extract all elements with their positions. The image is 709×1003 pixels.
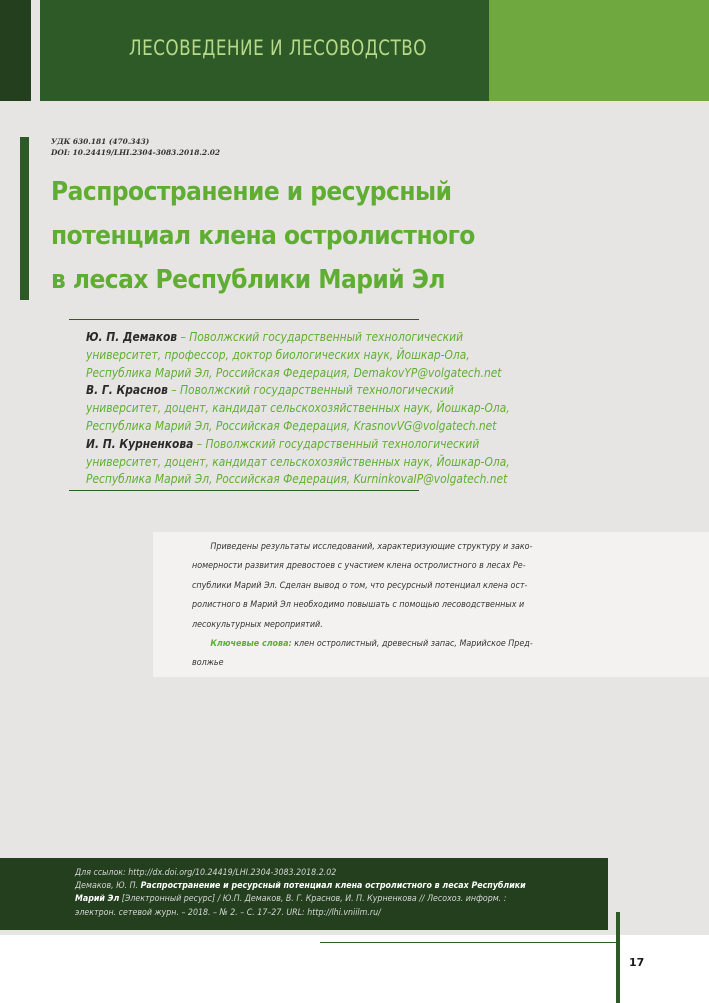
udk-code: УДК 630.181 (470.343) (51, 137, 150, 146)
title-line: в лесах Республики Марий Эл (51, 265, 445, 295)
author-line (86, 329, 584, 347)
author-affiliation: университет, доцент, кандидат сельскохозяйственных наук, Йошкар-Ола, (86, 401, 510, 416)
title-line: Распространение и ресурсный (51, 177, 452, 207)
author-name: И. П. Курненкова (86, 436, 194, 451)
keywords-label: Ключевые слова: (210, 639, 292, 650)
author-line (86, 382, 584, 400)
header-left-strip (0, 0, 31, 101)
citation-url-line[interactable]: электрон. сетевой журн. – 2018. – № 2. – С. 17–27. URL: http://lhi.vniilm.ru/ (75, 906, 381, 918)
author-affiliation: – Поволжский государственный технологический (167, 383, 454, 398)
abstract-line: ролистного в Марий Эл необходимо повышать с помощью лесоводственных и (192, 600, 525, 611)
citation-line (75, 879, 591, 892)
author-affiliation: университет, доцент, кандидат сельскохозяйственных наук, Йошкар-Ола, (86, 454, 510, 469)
title-side-bar (20, 137, 29, 300)
footer-rule (320, 942, 620, 943)
citation-title: Марий Эл (75, 893, 120, 905)
author-affiliation: Республика Марий Эл, Российская Федерация, KurninkovaIP@volgatech.net (86, 472, 508, 487)
article-title (51, 170, 555, 302)
author-name: В. Г. Краснов (86, 383, 168, 398)
keywords-line (192, 635, 588, 654)
abstract-line: спублики Марий Эл. Сделан вывод о том, что ресурсный потенциал клена ост- (192, 580, 528, 591)
citation-line (75, 892, 591, 905)
citation-doi-link[interactable]: Для ссылок: http://dx.doi.org/10.24419/LHI.2304-3083.2018.2.02 (75, 867, 337, 878)
abstract-line: лесокультурных мероприятий. (192, 619, 323, 630)
keywords-text: волжье (192, 658, 224, 669)
header-accent-block (489, 0, 709, 101)
abstract-text (192, 538, 588, 674)
author-affiliation: университет, профессор, доктор биологических наук, Йошкар-Ола, (86, 347, 470, 362)
title-line: потенциал клена остролистного (51, 221, 475, 251)
keywords-text: клен остролистный, древесный запас, Марийское Пред- (291, 639, 533, 650)
author-line (86, 436, 584, 454)
authors-top-rule (69, 319, 419, 320)
authors-bottom-rule (69, 490, 419, 491)
doi-code[interactable]: DOI: 10.24419/LHI.2304-3083.2018.2.02 (51, 148, 221, 157)
author-name: Ю. П. Демаков (86, 330, 178, 344)
section-title: ЛЕСОВЕДЕНИЕ И ЛЕСОВОДСТВО (129, 36, 427, 60)
citation-text (75, 866, 591, 919)
citation-authors: Демаков, Ю. П. (75, 880, 141, 892)
citation-title: Распространение и ресурсный потенциал клена остролистного в лесах Республики (140, 880, 526, 892)
abstract-line: Приведены результаты исследований, характеризующие структуру и зако- (210, 542, 533, 552)
author-affiliation: Республика Марий Эл, Российская Федерация, KrasnovVG@volgatech.net (86, 418, 497, 433)
authors-block (86, 329, 584, 489)
page-number: 17 (629, 956, 645, 969)
page-number-bar (616, 912, 620, 1003)
author-affiliation: – Поволжский государственный технологический (177, 330, 464, 344)
citation-source: [Электронный ресурс] / Ю.П. Демаков, В. Г. Краснов, И. П. Курненкова // Лесохоз. информ. : (119, 893, 507, 905)
abstract-line: номерности развития древостоев с участием клена остролистного в лесах Ре- (192, 561, 526, 572)
author-affiliation: Республика Марий Эл, Российская Федерация, DemakovYP@volgatech.net (86, 365, 502, 380)
author-affiliation: – Поволжский государственный технологический (193, 436, 480, 451)
